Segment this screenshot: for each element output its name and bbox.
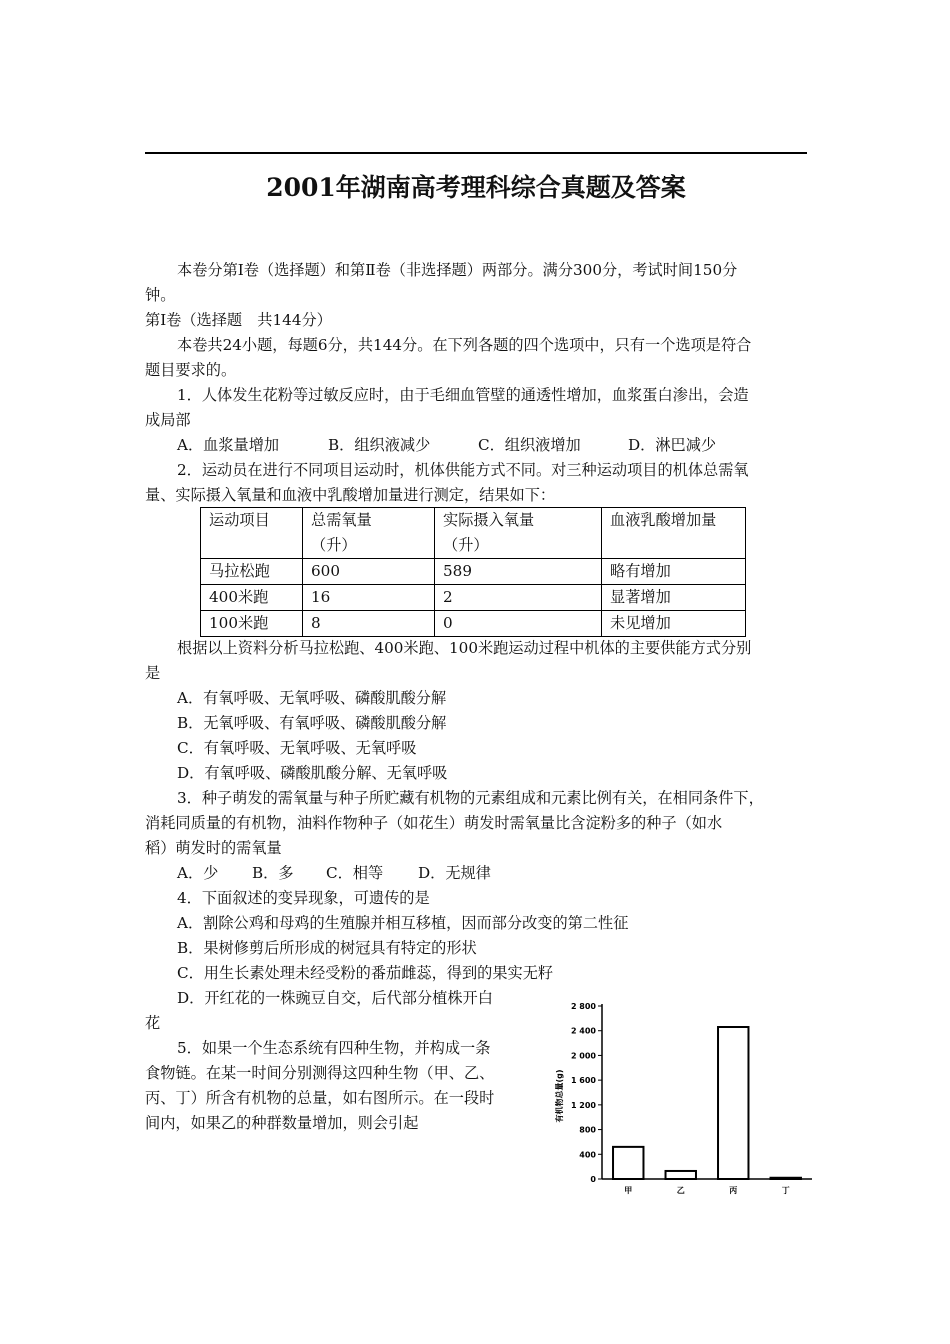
q3-stem: 消耗同质量的有机物，油料作物种子（如花生）萌发时需氧量比含淀粉多的种子（如水 [145, 814, 723, 832]
q3-option-d: D．无规律 [418, 864, 491, 882]
y-tick-label: 0 [590, 1175, 596, 1184]
q1-option-c: C．组织液增加 [478, 436, 581, 454]
q5-stem: 5．如果一个生态系统有四种生物，并构成一条 [177, 1039, 491, 1057]
header-rule [145, 152, 807, 154]
table-header-cell: 实际摄入氧量 （升） [435, 508, 602, 559]
y-tick-label: 1 200 [570, 1100, 596, 1110]
table-cell: 马拉松跑 [201, 559, 303, 585]
table-row [201, 559, 746, 585]
bar-4 [771, 1178, 801, 1179]
q1-option-a: A．血浆量增加 [177, 436, 280, 454]
y-tick-label: 800 [579, 1125, 596, 1135]
table-cell: 16 [303, 585, 435, 611]
y-axis-label: 有机物总量(g) [555, 1069, 564, 1123]
table-cell: 未见增加 [602, 611, 746, 637]
q1-option-d: D．淋巴减少 [628, 436, 717, 454]
table-header-cell: 血液乳酸增加量 [602, 508, 746, 559]
q2-option-b: B．无氧呼吸、有氧呼吸、磷酸肌酸分解 [177, 714, 447, 732]
table-header-row [201, 508, 746, 559]
table-cell: 100米跑 [201, 611, 303, 637]
q5-stem: 间内，如果乙的种群数量增加，则会引起 [145, 1114, 419, 1132]
table-cell: 400米跑 [201, 585, 303, 611]
table-row [201, 585, 746, 611]
q2-option-d: D．有氧呼吸、磷酸肌酸分解、无氧呼吸 [177, 764, 448, 782]
y-tick-label: 2 400 [570, 1026, 596, 1036]
intro-line: 本卷分第Ⅰ卷（选择题）和第Ⅱ卷（非选择题）两部分。满分300分，考试时间150分 [177, 261, 738, 279]
page-title: 2001年湖南高考理科综合真题及答案 [266, 173, 686, 202]
q3-option-b: B．多 [252, 864, 294, 882]
q2-question: 根据以上资料分析马拉松跑、400米跑、100米跑运动过程中机体的主要供能方式分别 [177, 639, 752, 657]
x-tick-label: 丙 [729, 1186, 738, 1195]
table-cell: 略有增加 [602, 559, 746, 585]
table-row [201, 611, 746, 637]
q4-option-b: B．果树修剪后所形成的树冠具有特定的形状 [177, 939, 477, 957]
q5-stem: 食物链。在某一时间分别测得这四种生物（甲、乙、 [145, 1064, 495, 1082]
x-tick-label: 丁 [781, 1186, 790, 1195]
q1-option-b: B．组织液减少 [328, 436, 431, 454]
y-tick-label: 2 800 [570, 1002, 596, 1011]
bar-2 [666, 1171, 696, 1179]
q2-option-c: C．有氧呼吸、无氧呼吸、无氧呼吸 [177, 739, 417, 757]
q3-stem: 稻）萌发时的需氧量 [145, 839, 282, 857]
bar-1 [613, 1147, 643, 1179]
q4-option-d-cont: 花 [145, 1014, 161, 1032]
part1-instruction: 题目要求的。 [145, 361, 237, 379]
table-cell: 2 [435, 585, 602, 611]
x-tick-label: 乙 [676, 1186, 685, 1195]
x-tick-label: 甲 [624, 1186, 633, 1195]
q2-option-a: A．有氧呼吸、无氧呼吸、磷酸肌酸分解 [177, 689, 447, 707]
part1-instruction: 本卷共24小题，每题6分，共144分。在下列各题的四个选项中，只有一个选项是符合 [177, 336, 752, 354]
q4-option-a: A．割除公鸡和母鸡的生殖腺并相互移植，因而部分改变的第二性征 [177, 914, 629, 932]
y-tick-label: 1 600 [570, 1076, 596, 1086]
y-tick-label: 400 [579, 1150, 596, 1160]
table-cell: 589 [435, 559, 602, 585]
y-tick-label: 2 000 [570, 1051, 596, 1061]
q4-option-c: C．用生长素处理未经受粉的番茄雌蕊，得到的果实无籽 [177, 964, 554, 982]
table-cell: 0 [435, 611, 602, 637]
part1-title: 第Ⅰ卷（选择题 共144分） [145, 311, 332, 329]
oxygen-table [200, 507, 746, 637]
table-cell: 显著增加 [602, 585, 746, 611]
q3-stem: 3．种子萌发的需氧量与种子所贮藏有机物的元素组成和元素比例有关，在相同条件下， [177, 789, 764, 807]
q3-option-a: A．少 [177, 864, 219, 882]
table-header-cell: 总需氧量 （升） [303, 508, 435, 559]
table-header-cell: 运动项目 [201, 508, 303, 559]
bar-3 [718, 1027, 748, 1179]
q1-stem: 1．人体发生花粉等过敏反应时，由于毛细血管壁的通透性增加，血浆蛋白渗出，会造 [177, 386, 749, 404]
q2-stem: 2．运动员在进行不同项目运动时，机体供能方式不同。对三种运动项目的机体总需氧 [177, 461, 749, 479]
q5-stem: 丙、丁）所含有机物的总量，如右图所示。在一段时 [145, 1089, 495, 1107]
q1-stem: 成局部 [145, 411, 191, 429]
table-cell: 600 [303, 559, 435, 585]
q4-stem: 4．下面叙述的变异现象，可遗传的是 [177, 889, 430, 907]
organic-matter-bar-chart [550, 996, 820, 1206]
q2-question: 是 [145, 664, 161, 682]
q3-option-c: C．相等 [326, 864, 384, 882]
intro-line: 钟。 [145, 286, 176, 304]
q2-stem: 量、实际摄入氧量和血液中乳酸增加量进行测定，结果如下： [145, 486, 556, 504]
table-cell: 8 [303, 611, 435, 637]
q4-option-d: D．开红花的一株豌豆自交，后代部分植株开白 [177, 989, 493, 1007]
